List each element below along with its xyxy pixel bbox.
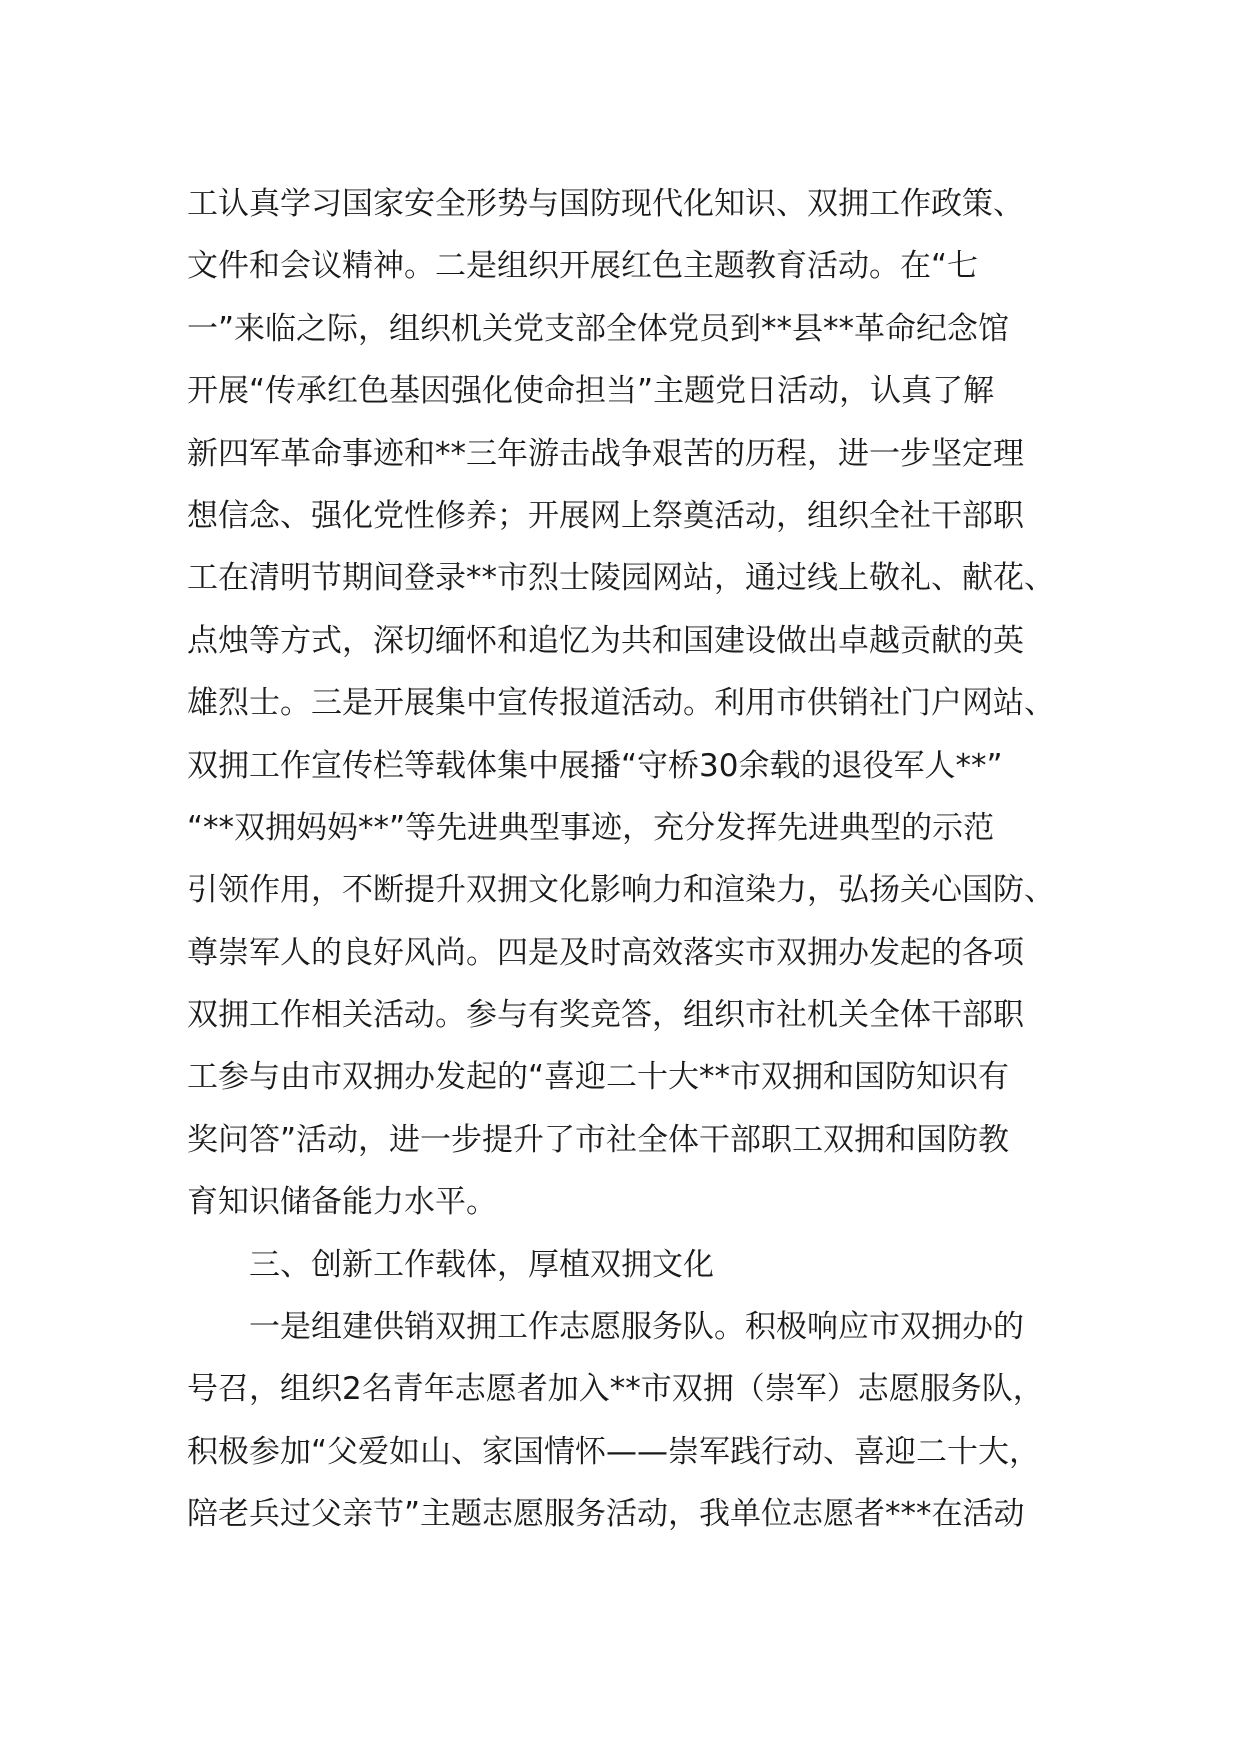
text-line: 双拥工作相关活动。参与有奖竞答，组织市社机关全体干部职: [187, 997, 1024, 1034]
text-line: 新四军革命事迹和**三年游击战争艰苦的历程，进一步坚定理: [187, 435, 1024, 472]
text-line: 育知识储备能力水平。: [187, 1184, 497, 1221]
text-line: 开展“传承红色基因强化使命担当”主题党日活动，认真了解: [187, 373, 995, 410]
text-line: 点烛等方式，深切缅怀和追忆为共和国建设做出卓越贡献的英: [187, 622, 1024, 659]
text-line: 一”来临之际，组织机关党支部全体党员到**县**革命纪念馆: [187, 310, 1010, 347]
text-line: 陪老兵过父亲节”主题志愿服务活动，我单位志愿者***在活动: [187, 1496, 1025, 1533]
text-line: 雄烈士。三是开展集中宣传报道活动。利用市供销社门户网站、: [187, 685, 1055, 722]
text-line: 奖问答”活动，进一步提升了市社全体干部职工双拥和国防教: [187, 1121, 1010, 1158]
text-line: 引领作用，不断提升双拥文化影响力和渲染力，弘扬关心国防、: [187, 872, 1055, 909]
text-line: 号召，组织2名青年志愿者加入**市双拥（崇军）志愿服务队，: [187, 1371, 1044, 1408]
text-line: 积极参加“父爱如山、家国情怀——崇军践行动、喜迎二十大，: [187, 1433, 1041, 1470]
text-line: “**双拥妈妈**”等先进典型事迹，充分发挥先进典型的示范: [187, 809, 995, 846]
text-line: 工认真学习国家安全形势与国防现代化知识、双拥工作政策、: [187, 186, 1024, 222]
text-line: 文件和会议精神。二是组织开展红色主题教育活动。在“七: [187, 248, 979, 285]
text-line: 一是组建供销双拥工作志愿服务队。积极响应市双拥办的: [249, 1309, 1024, 1346]
text-line: 双拥工作宣传栏等载体集中展播“守桥30余载的退役军人**”: [187, 747, 1003, 784]
text-line: 工参与由市双拥办发起的“喜迎二十大**市双拥和国防知识有: [187, 1059, 1010, 1096]
document-body: [187, 173, 1087, 1546]
text-line: 工在清明节期间登录**市烈士陵园网站，通过线上敬礼、献花、: [187, 560, 1055, 597]
text-line: 尊崇军人的良好风尚。四是及时高效落实市双拥办发起的各项: [187, 934, 1024, 971]
text-line: 想信念、强化党性修养；开展网上祭奠活动，组织全社干部职: [187, 497, 1024, 534]
section-heading: 三、创新工作载体，厚植双拥文化: [249, 1246, 714, 1283]
